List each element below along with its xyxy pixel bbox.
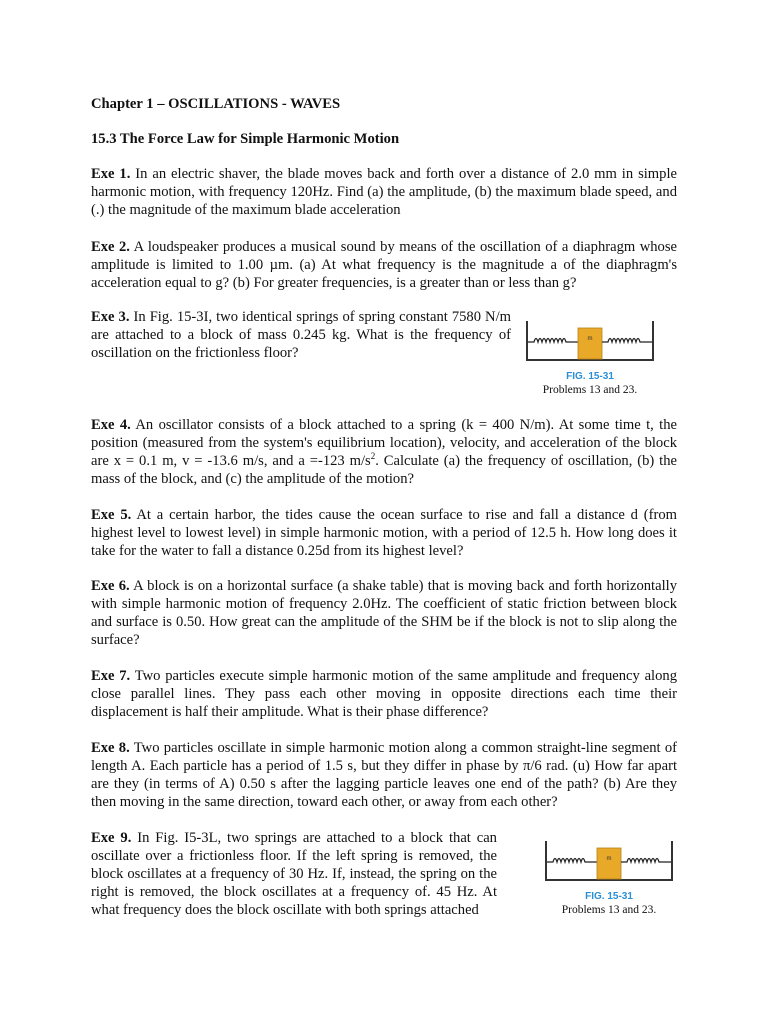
figure-15-31-top (522, 318, 658, 397)
mass-block (597, 848, 621, 879)
exercise-text: In an electric shaver, the blade moves back and forth over a distance of 2.0 mm in simple harmonic motion, with frequency 120Hz. Find (a) the amplitude, (b) the maximum blade speed, and (.) the magnitude of the maximum blade acceleration (91, 166, 677, 218)
exercise-label: Exe 5. (91, 507, 132, 523)
mass-label: m (587, 336, 593, 342)
figure-caption: Problems 13 and 23. (542, 384, 638, 396)
exercise-7 (91, 667, 677, 721)
exercise-text: At a certain harbor, the tides cause the ocean surface to rise and fall a distance d (from highest level to lowest level) in simple harmonic motion, with a period of 12.5 h. How long does it take for the water to fall a distance 0.25d from its highest level? (91, 507, 677, 559)
right-wall (652, 321, 654, 361)
exercise-text: Two particles oscillate in simple harmonic motion along a common straight-line segment of length A. Each particle has a period of 1.5 s, but they differ in phase by π/6 rad. (u) How far apart are they (in terms of A) 0.50 s after the lagging particle leaves one end of the path? (b) Are they then moving in the same direction, toward each other, or away from each other? (91, 740, 677, 810)
exercise-text: A loudspeaker produces a musical sound by means of the oscillation of a diaphragm whose amplitude is limited to 1.00 µm. (a) At what frequency is the magnitude a of the diaphragm's acceleration equal to g? (b) For greater frequencies, is a greater than or less than g? (91, 239, 677, 291)
exercise-1 (91, 165, 677, 219)
exercise-label: Exe 1. (91, 166, 131, 182)
mass-block (578, 328, 602, 359)
exercise-5 (91, 506, 677, 560)
exercise-text: A block is on a horizontal surface (a shake table) that is moving back and forth horizontally with simple harmonic motion of frequency 2.0Hz. The coefficient of static friction between block and surface is 0.50. How great can the amplitude of the SHM be if the block is not to slip along the surface? (91, 578, 677, 648)
left-wall (545, 841, 547, 881)
spring-block-diagram (522, 318, 658, 368)
exercise-9 (91, 829, 497, 919)
spring-block-diagram (541, 838, 677, 888)
figure-caption: Problems 13 and 23. (561, 904, 657, 916)
section-title: 15.3 The Force Law for Simple Harmonic Motion (91, 131, 400, 147)
exercise-4 (91, 416, 677, 488)
left-spring (528, 339, 578, 343)
exercise-label: Exe 2. (91, 239, 130, 255)
exercise-label: Exe 9. (91, 830, 132, 846)
exercise-text: An oscillator consists of a block attached to a spring (k = 400 N/m). At some time t, the position (measured from the system's equilibrium location), velocity, and acceleration of the block are x = 0.1 m, v = -13.6 m/s, and a =-123 m/s (91, 417, 678, 469)
exercise-8 (91, 739, 677, 811)
exercise-label: Exe 4. (91, 417, 131, 433)
figure-title: FIG. 15-31 (566, 371, 614, 382)
exercise-text: In Fig. 15-3I, two identical springs of spring constant 7580 N/m are attached to a block of mass 0.245 kg. What is the frequency of oscillation on the frictionless floor? (91, 309, 511, 361)
exercise-label: Exe 7. (91, 668, 131, 684)
exercise-label: Exe 6. (91, 578, 130, 594)
right-spring (602, 339, 652, 343)
right-spring (621, 859, 671, 863)
figure-title: FIG. 15-31 (585, 891, 633, 902)
exercise-text: Two particles execute simple harmonic motion of the same amplitude and frequency along close parallel lines. They pass each other moving in opposite directions each time their displacement is half their amplitude. What is their phase difference? (91, 668, 677, 720)
exercise-2 (91, 238, 677, 292)
left-wall (526, 321, 528, 361)
exercise-label: Exe 8. (91, 740, 130, 756)
right-wall (671, 841, 673, 881)
exercise-3 (91, 308, 511, 362)
figure-15-31-bottom (541, 838, 677, 917)
superscript: 2 (370, 451, 376, 462)
exercise-text: In Fig. I5-3L, two springs are attached to a block that can oscillate over a frictionless floor. If the left spring is removed, the block oscillates at a frequency of 30 Hz. If, instead, the spring on the right is removed, the block oscillates at a frequency of. 45 Hz. At what frequency does the block oscillate with both springs attached (91, 830, 497, 918)
exercise-label: Exe 3. (91, 309, 130, 325)
exercise-text-continued: . Calculate (a) the frequency of oscillation, (b) the mass of the block, and (c) the amplitude of the motion? (91, 453, 677, 487)
left-spring (547, 859, 597, 863)
mass-label: m (606, 856, 612, 862)
exercise-6 (91, 577, 677, 649)
chapter-title: Chapter 1 – OSCILLATIONS - WAVES (91, 96, 341, 112)
